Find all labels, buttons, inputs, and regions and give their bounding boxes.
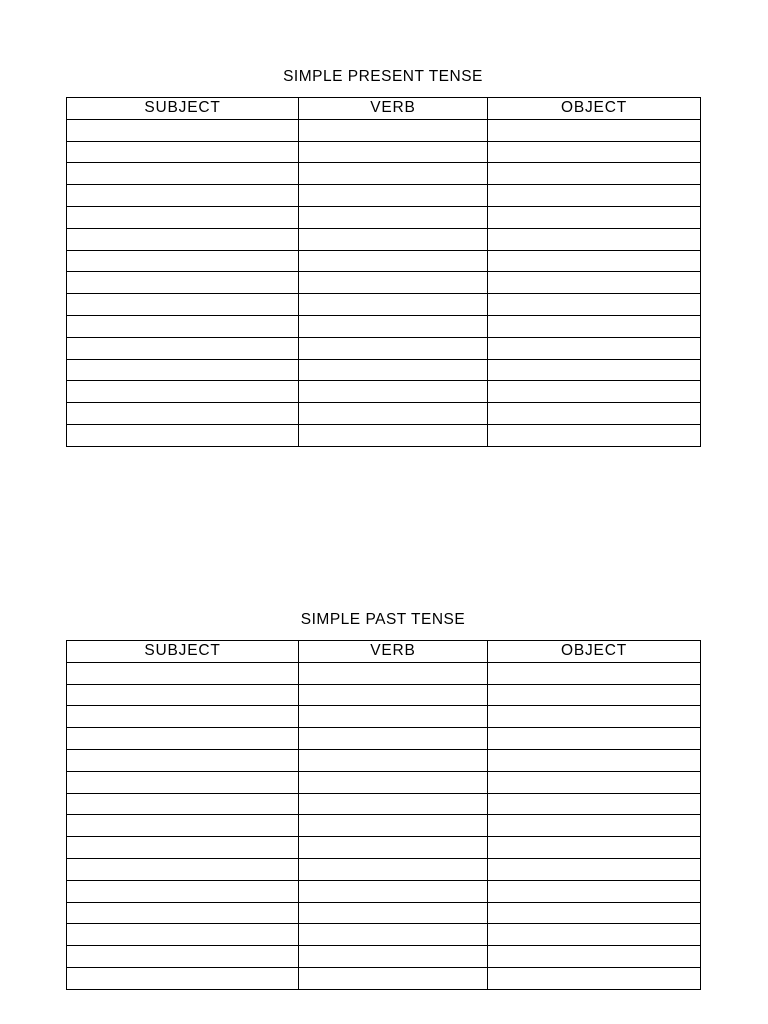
subject-cell — [67, 924, 299, 946]
table-body — [67, 662, 701, 989]
table-row — [67, 815, 701, 837]
verb-cell — [299, 706, 488, 728]
table-row — [67, 141, 701, 163]
verb-header: VERB — [299, 641, 488, 663]
past-tense-table — [66, 640, 701, 990]
subject-cell — [67, 337, 299, 359]
subject-cell — [67, 228, 299, 250]
table-row — [67, 967, 701, 989]
object-cell — [488, 206, 701, 228]
table-header-row — [67, 98, 701, 120]
object-cell — [488, 728, 701, 750]
subject-cell — [67, 119, 299, 141]
object-cell — [488, 424, 701, 446]
verb-cell — [299, 424, 488, 446]
table-row — [67, 837, 701, 859]
verb-cell — [299, 250, 488, 272]
table-row — [67, 880, 701, 902]
object-cell — [488, 119, 701, 141]
object-cell — [488, 815, 701, 837]
table-row — [67, 250, 701, 272]
subject-cell — [67, 163, 299, 185]
subject-cell — [67, 771, 299, 793]
table-row — [67, 185, 701, 207]
table-header-row — [67, 641, 701, 663]
subject-cell — [67, 837, 299, 859]
subject-header: SUBJECT — [67, 641, 299, 663]
table-row — [67, 771, 701, 793]
verb-cell — [299, 749, 488, 771]
subject-cell — [67, 880, 299, 902]
verb-cell — [299, 858, 488, 880]
object-cell — [488, 902, 701, 924]
object-cell — [488, 880, 701, 902]
object-cell — [488, 749, 701, 771]
object-cell — [488, 250, 701, 272]
subject-cell — [67, 749, 299, 771]
table-row — [67, 902, 701, 924]
subject-cell — [67, 359, 299, 381]
object-cell — [488, 684, 701, 706]
present-tense-section — [66, 66, 700, 447]
verb-cell — [299, 315, 488, 337]
verb-cell — [299, 837, 488, 859]
verb-cell — [299, 815, 488, 837]
verb-cell — [299, 272, 488, 294]
object-cell — [488, 294, 701, 316]
object-cell — [488, 662, 701, 684]
present-tense-table — [66, 97, 701, 447]
object-header: OBJECT — [488, 641, 701, 663]
verb-cell — [299, 902, 488, 924]
verb-cell — [299, 967, 488, 989]
object-cell — [488, 272, 701, 294]
table-row — [67, 684, 701, 706]
subject-cell — [67, 315, 299, 337]
table-row — [67, 359, 701, 381]
table-row — [67, 749, 701, 771]
table-row — [67, 662, 701, 684]
verb-cell — [299, 185, 488, 207]
table-row — [67, 946, 701, 968]
subject-cell — [67, 403, 299, 425]
verb-cell — [299, 684, 488, 706]
object-header: OBJECT — [488, 98, 701, 120]
subject-cell — [67, 424, 299, 446]
subject-cell — [67, 902, 299, 924]
verb-header: VERB — [299, 98, 488, 120]
section-title: SIMPLE PAST TENSE — [300, 611, 466, 628]
object-cell — [488, 793, 701, 815]
table-row — [67, 381, 701, 403]
verb-cell — [299, 119, 488, 141]
table-row — [67, 793, 701, 815]
subject-cell — [67, 272, 299, 294]
verb-cell — [299, 771, 488, 793]
subject-cell — [67, 706, 299, 728]
object-cell — [488, 403, 701, 425]
verb-cell — [299, 728, 488, 750]
verb-cell — [299, 924, 488, 946]
subject-cell — [67, 662, 299, 684]
table-row — [67, 924, 701, 946]
subject-cell — [67, 381, 299, 403]
verb-cell — [299, 141, 488, 163]
object-cell — [488, 837, 701, 859]
verb-cell — [299, 294, 488, 316]
table-row — [67, 272, 701, 294]
object-cell — [488, 924, 701, 946]
table-row — [67, 294, 701, 316]
verb-cell — [299, 946, 488, 968]
object-cell — [488, 228, 701, 250]
table-body — [67, 119, 701, 446]
object-cell — [488, 337, 701, 359]
verb-cell — [299, 381, 488, 403]
object-cell — [488, 315, 701, 337]
verb-cell — [299, 206, 488, 228]
verb-cell — [299, 662, 488, 684]
verb-cell — [299, 403, 488, 425]
subject-cell — [67, 815, 299, 837]
verb-cell — [299, 337, 488, 359]
subject-cell — [67, 793, 299, 815]
object-cell — [488, 706, 701, 728]
object-cell — [488, 163, 701, 185]
verb-cell — [299, 163, 488, 185]
table-row — [67, 728, 701, 750]
table-row — [67, 706, 701, 728]
subject-header: SUBJECT — [67, 98, 299, 120]
past-tense-section — [66, 609, 700, 990]
subject-cell — [67, 946, 299, 968]
table-row — [67, 119, 701, 141]
subject-cell — [67, 250, 299, 272]
object-cell — [488, 946, 701, 968]
verb-cell — [299, 228, 488, 250]
verb-cell — [299, 359, 488, 381]
table-row — [67, 337, 701, 359]
object-cell — [488, 381, 701, 403]
object-cell — [488, 141, 701, 163]
subject-cell — [67, 185, 299, 207]
subject-cell — [67, 684, 299, 706]
table-row — [67, 424, 701, 446]
object-cell — [488, 967, 701, 989]
subject-cell — [67, 206, 299, 228]
table-row — [67, 858, 701, 880]
subject-cell — [67, 728, 299, 750]
verb-cell — [299, 880, 488, 902]
subject-cell — [67, 967, 299, 989]
table-row — [67, 163, 701, 185]
object-cell — [488, 858, 701, 880]
subject-cell — [67, 141, 299, 163]
verb-cell — [299, 793, 488, 815]
subject-cell — [67, 294, 299, 316]
table-row — [67, 206, 701, 228]
object-cell — [488, 185, 701, 207]
section-title: SIMPLE PRESENT TENSE — [283, 68, 483, 85]
table-row — [67, 315, 701, 337]
table-row — [67, 228, 701, 250]
object-cell — [488, 771, 701, 793]
object-cell — [488, 359, 701, 381]
table-row — [67, 403, 701, 425]
subject-cell — [67, 858, 299, 880]
